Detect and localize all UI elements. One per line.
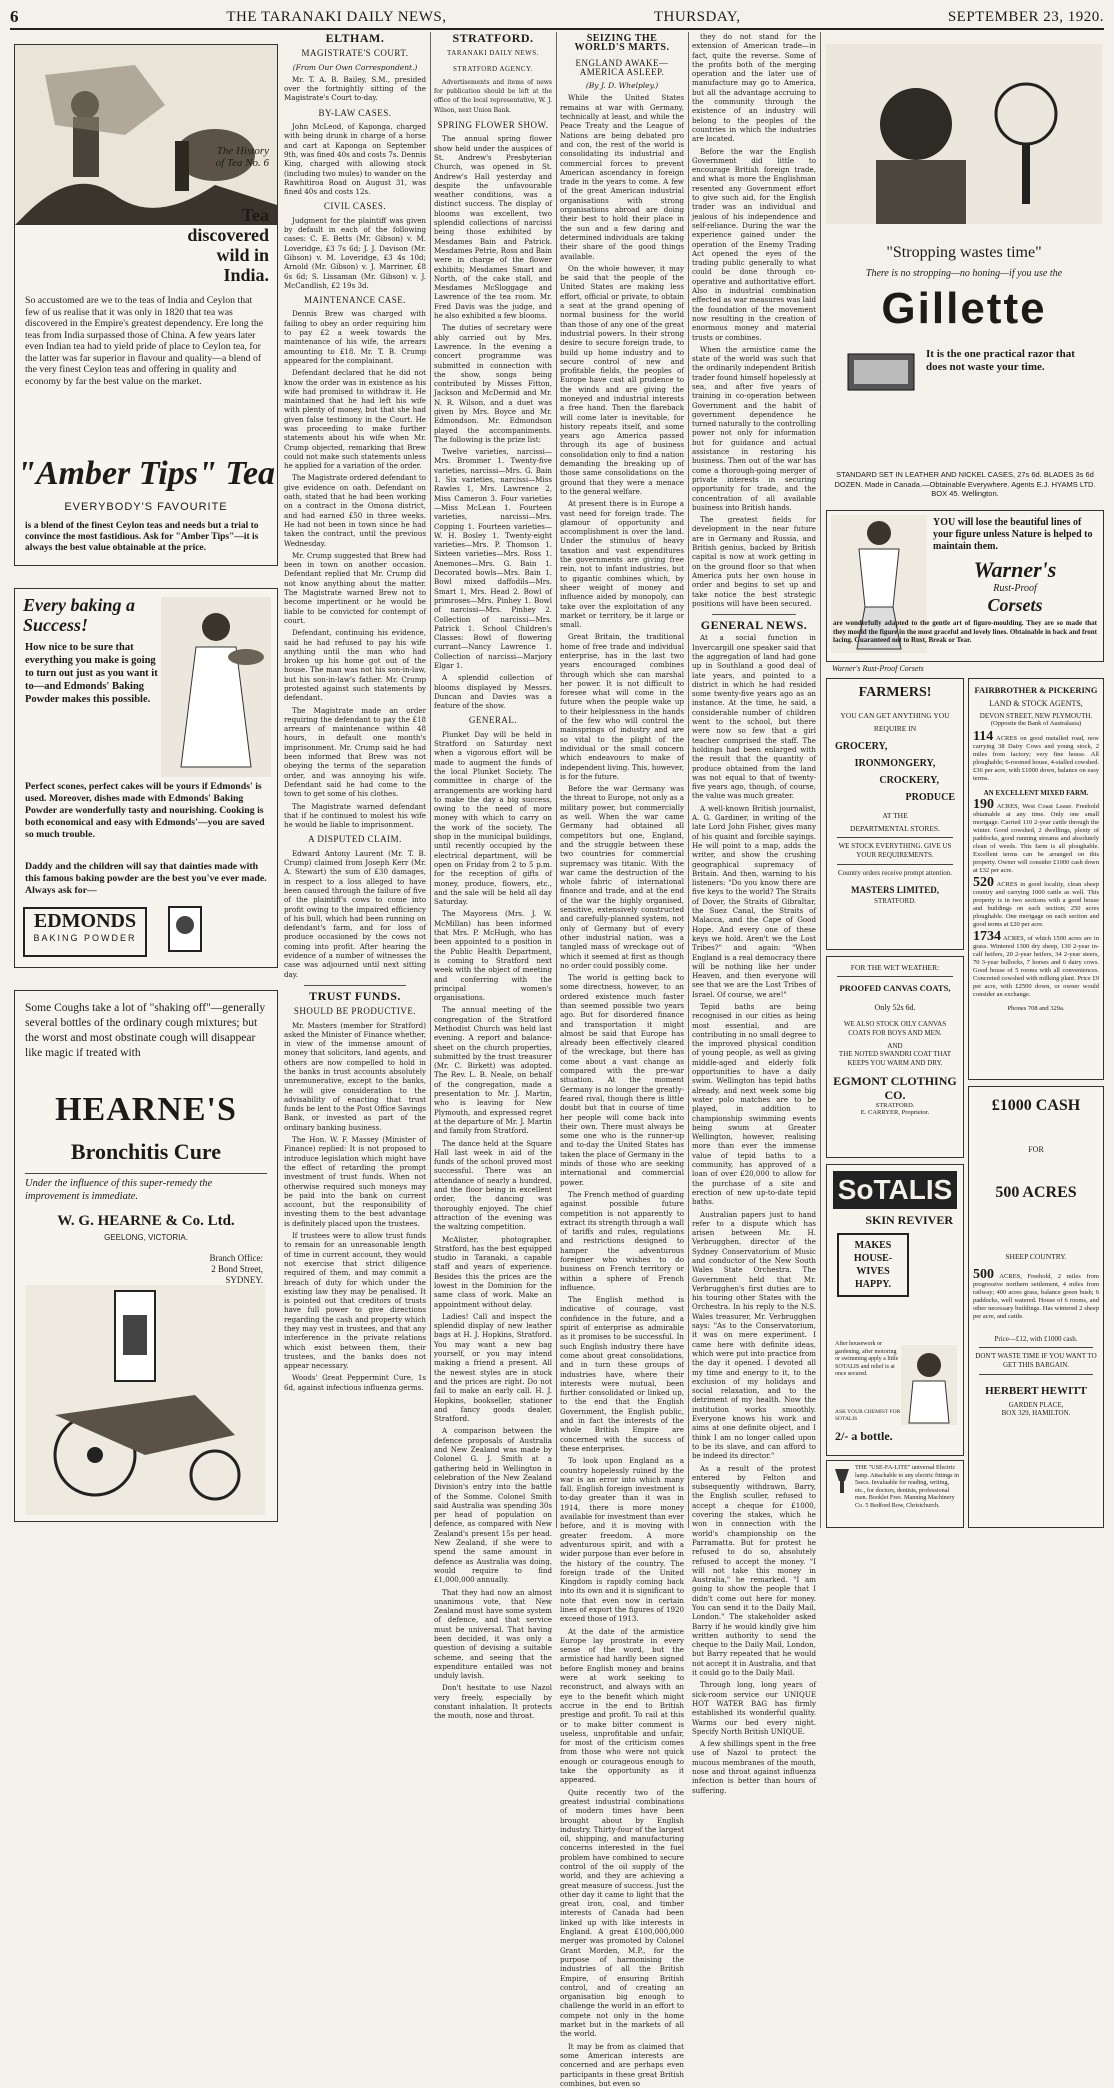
fp-desc-2: ACRES, West Coast Lease. Freehold obtainable at any time. Only one small mortgage. Carried 110 2-year cattle through the winter. Good cowshed, 2 dwellings, plenty of paddocks, good running streams and absolutely clean of weeds. This farm is all ploughable. Excellent terms can be arranged on this property. Owner will consider £1000 cash down at £32 per acre. [973,803,1099,874]
spring-show-heading: SPRING FLOWER SHOW. [437,120,549,131]
paragraph: The greatest fields for development in the near future are in Germany and Russia, and British genius, backed by British capital is now at work getting in on the ground floor so that when America puts her own house in order and begins to set up and take notice the best strategic positions will have been secured. [692,515,816,608]
trust-sub-heading: SHOULD BE PRODUCTIVE. [293,1006,417,1017]
farmers-line-3: AT THE [882,811,908,820]
warners-intro: YOU will lose the beautiful lines of your figure unless Nature is helped to maintain them. [933,517,1093,552]
warners-sub: Rust-Proof [993,583,1037,594]
issue-date: SEPTEMBER 23, 1920. [947,8,1104,25]
razor-case-icon [846,344,916,394]
paragraph: Defendant, continuing his evidence, said he had refused to pay his wife anything until the man who had broken up his home got out of the house. The man was not his son-in-law, but his son-in-law's father. Mr. Crump protested against such statements by defendant. [284,628,426,703]
paragraph: Australian papers just to hand refer to a dispute which has arisen between Mr. H. Verbrugghen, director of the Sydney Conservatorium of Music and conductor of the New South Wales State Orchestra. The Government held that Mr. Verbrugghen's first duties are to his touring other States with the Orchestra. In his reply to the N.S. Wales treasurer, Mr. Verbrugghen says: "As to the Conservatorium, it was on mere experiment. I came here with definite ideas, which were put into practice from the day it opened. I devoted all my time and energy to it, to the exclusion of my holidays and social relaxation, and to the detriment of my health. Now the institution works smoothly. Everyone knows his work and aims at one definite object, and I think I am no longer called upon to be its slave, and can afford to be indeed its director." [692,1209,816,1461]
fp-sub: LAND & STOCK AGENTS, [989,699,1083,708]
edmonds-body-3: Daddy and the children will say that dainties made with this famous baking powder are the best you've ever made. Always ask for— [25,861,267,896]
fp-desc-4: ACRES, of which 1500 acres are in grass. Wintered 1300 dry sheep, 130 2-year in-calf heifers, 20 2-year heifers, 34 2-year steers, 70 3-year bullocks, 7 horses and 6 dairy cows. Good house of 5 rooms with all conveniences. Concreted cowshed with milking plant. Price £9 per acre, with £2500 down, or owner would consider an exchange. [973,935,1099,998]
paragraph: Before the war Germany was the threat to Europe, not only as a military power, but commercially as well. When the war came Germany had obtained all competitors but one, England, and the struggle between these two countries for commercial supremacy was titanic. With the war came the destruction of the whole fabric of international finance and trade, and at the end of the war the highly organised, sensitive, extensively constructed and carefully-planned system, not only of Germany but of every other industrial nation, was a tangled mass of wreckage out of which it seemed at first as though no order could possibly come. [560,784,684,970]
hearne-branch [173,1253,263,1286]
paragraph: Judgment for the plaintiff was given by default in each of the following cases: C. E. Betts (Mr. Gibson) v. M. Loveridge, £3 7s 6d; J. J. Davison (Mr. Gibson) v. M. Loveridge, £3 4s 10d; Arnold (Mr. Gibson) v. J. Marriner, £8 6s 6d; S. Lissaman (Mr. Gibson) v. J. McCandlish, £2 19s 3d. [284,215,426,290]
edmonds-body-1: How nice to be sure that everything you make is going to turn out just as you want it to—and Edmonds' Baking Powder makes this possible. [25,642,158,705]
sotalis-body: After housework or gardening, after motoring or swimming apply a little SOTALIS and relief is at once secured. [835,1341,899,1377]
gillette-tagline: "Stropping wastes time" [886,244,1042,261]
paragraph: Mr. Masters (member for Stratford) asked the Minister of Finance whether, in view of the immense amount of money that solicitors, land agents, and others are now compelled to hold in the banks in trust accounts absolutely unremunerative, except to the banks, he will give consideration to the advisability of enacting that trust funds be lent to the Post Office Savings Bank, or invested as part of the ordinary banking business. [284,1020,426,1132]
hewitt-desc: ACRES, Freehold, 2 miles from progressive northern settlement, 4 miles from railway; 400 acres grass, balance green bush; 6 paddocks, well watered. House of 6 rooms, and other necessary buildings. Has wintered 2 sheep per acre, and cattle. [973,1273,1099,1320]
paragraph: The duties of secretary were ably carried out by Mrs. Lawrence. In the evening a concert programme was submitted in connection with the show, songs being contributed by Misses Fitton, Jackson and McDermid and Mr. N. R. Wilson, and a duet was given by Mrs. Boyce and Mr. Edmondson. Mr. Edmondson played the accompaniments. The following is the prize list: [434,323,552,444]
farmers-item-ironmongery: IRONMONGERY, [854,758,936,769]
stratford-heading: STRATFORD. [452,31,534,45]
egmont-line-2: AND [887,1042,903,1050]
general-news-heading: GENERAL NEWS. [700,618,808,633]
paragraph: McAlister, photographer, Stratford, has the best equipped studio in Taranaki, a capable staff and years of experience. Besides this the prices are the lowest in the Dominion for the same class of work. Make an appointment without delay. [434,1234,552,1309]
hewitt-agent: HERBERT HEWITT [985,1385,1087,1397]
trust-funds-heading: TRUST FUNDS. [309,988,401,1003]
paragraph: Before the war the English Government did little to encourage British foreign trade, and what is more the Englishman resented any Government effort to give such aid, for the English trader was an individual and jealous of his independence and self-reliance. During the war the experience gained under the operation of the Enemy Trading Act opened the eyes of the trading public generally to what could be done through co-operative and authoritative effort. Also in industrial combination effected as war measures was laid the foundation of the movement now resulting in the creation of enormous money and material trusts or combines. [692,146,816,342]
page-number: 6 [10,7,19,26]
fp-desc-3: ACRES in good locality, clean sheep country and carrying 1000 cattle as well. This property is in two sections with a good house and buildings on each section; 250 acres ploughable. One mortgage on each section and good terms at £20 per acre. [973,881,1099,928]
fp-acres-4: 1734 [973,929,1001,944]
warners-brand: Warner's [973,557,1057,582]
paragraph: That they had now an almost unanimous vote, that New Zealand must have some system of defence, and that service must be universal. That having been decided, it was only a question of devising a suitable scheme, and seeing that the expenditure entailed was not unduly lavish. [434,1587,552,1681]
paragraph: Don't hesitate to use Nazol very freely, especially by constant inhalation. It protects the mouth, nose and throat. [434,1683,552,1721]
edmonds-brand: EDMONDS [33,910,137,932]
branch-city: SYDNEY. [225,1275,263,1285]
egmont-product: PROOFED CANVAS COATS, [839,983,951,993]
gillette-footer: STANDARD SET IN LEATHER AND NICKEL CASES, 27s 6d. BLADES 3s 6d DOZEN. Made in Canada.—Obtainable Everywhere. Agents E.J. HYAMS LTD. BOX 45. Wellington. [834,470,1096,498]
farmers-line-5: WE STOCK EVERYTHING. GIVE US YOUR REQUIREMENTS. [838,842,952,859]
housewife-illustration [901,1345,957,1425]
hewitt-type: SHEEP COUNTRY. [1005,1252,1067,1261]
egmont-ad [826,956,964,1158]
weekday: THURSDAY, [653,8,741,25]
lamp-icon [831,1465,853,1495]
paragraph: The French method of guarding against possible future competition is not apparently to extract its strength through a wall of tariffs and rules, regulations and restrictions designed to hamper the adventurous foreigner who wishes to do business on French territory or within a sphere of French influence. [560,1189,684,1292]
paragraph: As a result of the protest entered by Felton and subsequently withdrawn, Barry, the English sculler, refused to accept a cheque for £1000, covering the stakes, which he won in connection with the world's championship on the Parramatta. But for protest he refused to do so, absolutely refused to accept the money. "I will not take this money in Australia," he remarked. "I am going to show the people that I didn't come out here for money. You can send it to the Daily Mail, London." The stakeholder asked Barry if he would kindly give him written authority to send the cheque to the Daily Mail, London, but Barry repeated that he would not accept it in Australia, and that it could go to the Daily Mail. [692,1463,816,1678]
farmers-town: STRATFORD. [874,897,916,905]
egmont-title: FOR THE WET WEATHER: [850,963,940,972]
egmont-line-1: WE ALSO STOCK OILY CANVAS COATS FOR BOYS AND MEN. [843,1020,947,1037]
paragraph: A few shillings spent in the free use of Nazol to protect the mucous membranes of the mouth, nose and throat against influenza infection is better than hours of suffering. [692,1739,816,1795]
tea-picker-illustration [15,45,277,225]
fairbrother-ad [968,678,1104,1080]
paragraph: The Hon. W. F. Massey (Minister of Finance) replied: It is not proposed to introduce legislation which might have the effect of retarding the prompt investment of trust funds. When not otherwise required such moneys may be paid into the bank on current account, but the responsibility of investing them to the best advantage is definitely placed upon the trustees. [284,1135,426,1228]
sotalis-brand: SoTALIS [833,1171,957,1209]
paragraph: The dance held at the Square Hall last week in aid of the funds of the school proved most successful. There was an attendance of nearly a hundred, and the floor being in excellent order, the dancing was thoroughly enjoyed. The chief attraction of the evening was the waltzing competition. [434,1138,552,1232]
paragraph: John McLeod, of Kaponga, charged with being drunk in charge of a horse and cart at Kaponga on September 9th, was fined 40s and costs 7s. Dennis King, charged with allowing stock (including two mules) to wander on the Rawhitiroa Road on August 31, was fined 40s and costs 12s. [284,122,426,197]
sotalis-ask: ASK YOUR CHEMIST FOR SOTALIS [835,1409,901,1422]
paper-title: THE TARANAKI DAILY NEWS, [226,8,447,25]
amber-slogan: EVERYBODY'S FAVOURITE [64,501,228,513]
farmers-ad [826,678,964,950]
egmont-price: Only 52s 6d. [874,1003,916,1012]
hewitt-terms: Price—£12, with £1000 cash. [994,1335,1078,1343]
series-label: The History of Tea No. 6 [215,145,269,169]
paragraph: The Mayoress (Mrs. J. W. McMillan) has been informed that Mrs. P. McHugh, who has been appointed to a position in the Public Health Department, is coming to Stratford next week with the object of meeting and conferring with the principal women's organisations. [434,909,552,1003]
sotalis-sub: SKIN REVIVER [865,1213,953,1227]
edmonds-headline: Every baking a Success! [23,595,135,635]
hearne-product: Bronchitis Cure [70,1139,222,1164]
paragraph: At the date of the armistice Europe lay prostrate in every sense of the word, but the armistice had hardly been signed before English money and brains were at work seeking to reconstruct, and always with an eye to the benefit which might accrue in the end to British prestige and profit. To rail at this or to make bitter comment is useless, unprofitable and unfair, for most of the criticism comes from those who were not quick enough or courageous enough to take the opportunity as it appeared. [560,1626,684,1785]
paragraph: Plunket Day will be held in Stratford on Saturday next when a vigorous effort will be made to augment the funds of the local Plunket Society. The committee in charge of the arrangements are working hard to make the day a big success, owing to the need of more money with which to carry on the work of the society. The shop in the municipal buildings, until recently occupied by the electrical department, will be open on Friday from 2 to 5 p.m. for the reception of gifts of money, produce, flowers, etc., and the sale will be held all day Saturday. [434,729,552,907]
fp-acres-3: 520 [973,875,994,890]
paragraph: When the armistice came the state of the world was such that the ordinarily independent British trader found himself hopelessly at sea, and after five years of training in co-operation between Government and the habit of government dependence he turned naturally to the controlling power not only for information but for guidance and actual assistance in restoring his business. Then out of the war has come a thorough-going merger of private interests in securing opportunity for trade, and the concentration of all available business into British hands. [692,344,816,512]
paragraph: The Magistrate ordered defendant to give evidence on oath. Defendant on oath, stated that he had been working on a contract in the Omona district, and had earned £50 in three weeks. He had not been in town since he had taken the contract, until the previous Wednesday. [284,473,426,548]
hewitt-acres-num: 500 [973,1267,994,1282]
farmers-line-6: Country orders receive prompt attention. [837,869,953,877]
paragraph: On the whole however, it may be said that the people of the United States are making less effort, official or private, to obtain a seat at the grand opening of normal business for the world than those of any one of the great industrial powers. In their strong desire to secure foreign trade, to build up home industry and to secure control of new and profitable fields, the peoples of Europe have cast all prudence to the winds and are giving the moneyed and industrial interests a free hand. Then the flareback will come later is inevitable, for history repeats itself, and some years ago America passed through its age of business consolidation only to find a nation demanding the breaking up of those same consolidations on the ground that they were a menace to the general welfare. [560,263,684,496]
paragraph: Mr. T. A. B. Bailey, S.M., presided over the fortnightly sitting of the Magistrate's Court to-day. [284,74,426,103]
farmers-title: FARMERS! [858,685,932,700]
edmonds-ad [14,588,278,968]
fp-desc-1: ACRES on good metalled road, now carrying 38 Dairy Cows and young stock, 2 miles from factory; very fine house. All ploughable; 6-roomed house, 4-stalled cowshed. £36 per acre, with £1000 down, balance on easy terms. [973,735,1099,782]
paragraph: The English method is indicative of courage, vast confidence in the future, and a spirit of enterprise as admirable as it promises to be successful. In such English industry there have come about great consolidations, and in turn these groups of industries have, where their interests were mutual, been further consolidated or linked up, to the end that the English Government, the English public, and in fact the interests of the whole British Empire are concerned with the success of these enterprises. [560,1295,684,1453]
amber-body: So accustomed are we to the teas of India and Ceylon that few of us realise that it was only in 1820 that tea was discovered in the Empire's greatest dependency. Ere long the teas from India surpassed those of China. A few years later even Indian tea had to yield pride of place to Ceylon tea, for the latter was far superior in flavour and quality—a blend of the very finest Ceylon teas and offering in quality and economy by far the best value on the market. [25,295,264,387]
paragraph: A comparison between the defence proposals of Australia and New Zealand was made by Colonel G. J. Smith at a gathering held in Wellington in celebration of the New Zealand Division's entry into the battle of the Somme. Colonel Smith said Australia was spending 30s per head of population on defence, as compared with New Zealand's present 15s per head. New Zealand, if she were to spend the same amount in defence as Australia was doing, would require to find £1,000,000 annually. [434,1426,552,1585]
marts-heading: SEIZING THE WORLD'S MARTS. [574,33,670,54]
eltham-heading: ELTHAM. [325,31,385,45]
sotalis-badge: MAKES HOUSE-WIVES HAPPY. [837,1233,909,1297]
man-shaving-illustration [826,44,1102,224]
paragraph: The annual spring flower show held under the auspices of St. Andrew's Presbyterian Church, was opened in St. Andrew's Hall yesterday and despite the unfavourable weather conditions, was a distinct success. The display of blooms was excellent, two splendid collections of narcissi being those exhibited by Mesdames Bain and Patrick. Mesdames Petrie, Ross and Bain were in charge of the flower exhibits; Mesdames Smart and North, of the cake stall, and Mesdames McSloggage and Lawrence of the tea room. Mr. Fred Davis was the judge, and he also exhibited a few blooms. [434,134,552,321]
woman-with-cake-illustration [161,597,271,777]
egmont-proprietor: E. CARRYER, Proprietor. [860,1109,930,1116]
farmers-item-grocery: GROCERY, [835,741,888,752]
hewitt-addr: GARDEN PLACE, [1008,1401,1064,1409]
fp-acres-1: 114 [973,729,994,744]
warners-product: Corsets [987,595,1043,615]
magistrates-court-heading: MAGISTRATE'S COURT. [301,48,409,59]
hewitt-warning: DON'T WASTE TIME IF YOU WANT TO GET THIS BARGAIN. [975,1352,1097,1369]
paragraph: A splendid collection of blooms displayed by Messrs. Duncan and Davies was a feature of the show. [434,673,552,711]
paragraph: Defendant declared that he did not know the order was in existence as his wife had promised to withdraw it. He maintained that he had left his wife with plenty of money, but that she had given false testimony in the Court. He was proceeding to make further statements about his wife when Mr. Crump objected, remarking that Brew could not make such statements unless he applied for a variation of the order. [284,368,426,471]
paragraph: To look upon England as a country hopelessly ruined by the war is an error into which many fall. English foreign investment is to-day greater than it was in 1914, there is more money available for investment than ever before, and it is moving with greater freedom. A more adventurous spirit, and with a wider purpose than ever before in the history of the country. The foreign trade of the United Kingdom is rapidly coming back into its own and it is significant to note that even now in certain lines of export the figures of 1920 exceed those of 1913. [560,1456,684,1624]
farmers-item-produce: PRODUCE [905,792,955,803]
maintenance-heading: MAINTENANCE CASE. [304,295,406,306]
general-heading: GENERAL. [468,715,518,726]
worlds-marts-column [560,32,689,2088]
gillette-sub: There is no stropping—no honing—if you use the [865,268,1063,279]
amber-tips-ad [14,44,278,566]
farmers-line-4: DEPARTMENTAL STORES. [850,824,940,833]
paragraph: At present there is in Europe a vast need for foreign trade. The glamour of opportunity and accomplishment is over the land. Under the stimulus of heavy taxation and vast expenditures the governments are giving free rein, not to infant industries, but to gigantic combines which, by sheer weight of money and influence aided by monopoly, can take over the exploitation of any market or territory, be it large or small. [560,499,684,630]
hewitt-price-headline: £1000 CASH [991,1097,1081,1114]
use-fa-lite-ad [826,1460,964,1528]
paragraph: The world is getting back to some directness, however, to an ordered existence much faster than seemed possible two years ago. But for disordered finance and transportation it might almost be said that Europe has already been effectively cleared of the wreckage, but there has come about a vast change as compared with the pre-war situation. At the moment Germany is no longer the greatly-feared rival, though there is little doubt but that in course of time her people will come back into their own. There must always be some one who is the runner-up and to-day the United States has taken the place of Germany in the minds of those who are seeking international and commercial power. [560,973,684,1187]
hearne-tag: Under the influence of this super-remedy the improvement is immediate. [25,1178,213,1202]
egmont-company: EGMONT CLOTHING CO. [833,1074,957,1102]
hewitt-for: FOR [1028,1145,1044,1154]
baking-powder-tin-icon [165,903,205,953]
farmers-company: MASTERS LIMITED, [850,885,940,895]
paragraph: they do not stand for the extension of American trade—in fact, quite the reverse. Some of the profits both of the merging operation and the later use of manufacture may go to America, but all the advantage accruing to the community through the existence of an industry will belong to the peoples of the countries in which the industries are located. [692,32,816,144]
edmonds-body-2: Perfect scones, perfect cakes will be yours if Edmonds' is used. Moreover, dishes made with Edmonds' Baking Powder are wonderfully tasty and nourishing. Cooking is both economical and easy with Edmonds'—you are saved so much trouble. [25,781,265,840]
hearne-city: GEELONG, VICTORIA. [104,1233,188,1242]
hewitt-box: BOX 329, HAMILTON. [1001,1409,1071,1417]
disputed-claim-heading: A DISPUTED CLAIM. [308,834,402,845]
hearne-brand: HEARNE'S [55,1091,237,1128]
car-and-bottle-illustration [25,1285,265,1515]
paragraph: The annual meeting of the congregation of the Stratford Methodist Church was held last evening. A report and balance-sheet on the church properties, submitted by the trust treasurer (Mr. C. Birkett) was adopted. The Rev. L. B. Neale, on behalf of the congregation, made a presentation to Mr. J. Martin, who is leaving for New Plymouth, and expressed regret at the departure of Mr. J. Martin and family from Stratford. [434,1005,552,1136]
paragraph: If trustees were to allow trust funds to remain for an unreasonable length of time in current account, they would not exercise that strict diligence required of them, and may commit a breach of duty for which under the existing law they may be penalised. It is pointed out that creditors of trusts have full power to give directions regarding the cash and property which they may vest in trustees, and that any interference in the private relations which exist between them, their trustees, and the banks does not appear necessary. [284,1231,426,1371]
hewitt-ad [968,1086,1104,1528]
use-fa-lite-text: THE "USE-FA-LITE" universal Electric lamp. Attachable to any electric fittings in 5secs. Invaluable for reading, writing, etc., for doctors, dentists, professional men. Booklet Free. Manning Machinery Co. 5 Bedford Row, Christchurch. [855,1464,959,1509]
paragraph: Quite recently two of the greatest industrial combinations of modern times have been brought about by English industry. Thirty-four of the largest oil, shipping, and manufacturing concerns interested in the fuel problem have combined to secure control of the oil supply of the world, and they are achieving a great measure of success. Just the other day it came to light that the great iron, coal, and timber interests of Canada had been linked up with like interests in England. A great £100,000,000 merger was promoted by Colonel Grant Morden, M.P., for the purpose of harmonising the industries of all the British Empire, of ensuring British control, and of creating an organisation big enough to challenge the world in an effort to compete not only in the home market but in the markets of all the world. [560,1787,684,2039]
farmers-item-crockery: CROCKERY, [879,775,939,786]
hewitt-acres: 500 ACRES [995,1184,1077,1201]
paragraph: Edward Antony Laurent (Mr. T. B. Crump) claimed from Joseph Kerr (Mr. A. Stewart) the sum of £30 damages, in respect to a loss alleged to have been caused through the failure of five of the plaintiff's cows to come into profit owing to the impaired efficiency of his bull, which had been running on defendant's farm, and for loss of produce occasioned by the cows not coming into profit. After hearing the evidence of a number of witnesses the case was adjourned until next sitting day. [284,848,426,979]
amber-body-2: is a blend of the finest Ceylon teas and needs but a trial to convince the most fastidious. Ask for "Amber Tips"—it is always the best value obtainable at the price. [25,521,259,553]
paragraph: While the United States remains at war with Germany, technically at least, and while the Peace Treaty and the League of Nations are being debated pro and con, the rest of the world is consolidating its industrial and commercial forces to prevent American ascendancy in foreign trade in the years to come. A few of the great American industrial organisations with strong organisations abroad are doing their best to hold their place in the sun and a few daring and determined individuals are taking their share of the good things available. [560,93,684,261]
paragraph: A well-known British journalist, A. G. Gardiner, in writing of the late Lord John Fisher, gives many of his quaint and forcible sayings. He will point to a map, adds the writer, and show the crushing geographical supremacy of Britain. And then, warning to his listeners: "Do you know there are five keys to the world? The Straits of Dover, the Straits of Gibraltar, the Suez Canal, the Straits of Malacca, and the Cape of Good Hope. And every one of these keys we hold. Aren't we the Lost Tribes?" and again: "When England is a real democracy there will be nothing like her under Heaven, and then everyone will see that we are the Lost Tribes of Israel. Of course, we are!" [692,803,816,999]
fp-addr: DEVON STREET, NEW PLYMOUTH. [979,712,1093,720]
correspondent-line: (From Our Own Correspondent.) [292,62,418,72]
paragraph: The Magistrate warned defendant that if he continued to molest his wife he would be liable to imprisonment. [284,801,426,830]
hearne-company: W. G. HEARNE & Co. Ltd. [57,1213,235,1229]
branch-addr: 2 Bond Street, [211,1264,263,1274]
sotalis-price: 2/- a bottle. [835,1429,893,1443]
amber-headline: Tea discovered wild in India. [187,205,269,285]
warners-sign: Warner's Rust-Proof Corsets [832,664,924,673]
amber-brand: "Amber Tips" Tea [16,455,276,492]
sotalis-ad [826,1164,964,1456]
fp-title: FAIRBROTHER & PICKERING [974,685,1098,695]
stratford-column [434,31,557,1721]
edmonds-brand-sub: BAKING POWDER [33,933,137,943]
agency-sub-1: TARANAKI DAILY NEWS. [447,49,539,58]
paragraph: Tepid baths are being recognised in our cities as being most essential, and are contributing in no small degree to the improved physical condition of young people, as well as giving middle-aged and elderly folk opportunities to have a daily swim. Wellington has tepid baths already, and next week some big water polo matches are to be played, in addition to championship swimming events being swum at Greater Wellington, however, realising more than ever the immense value of tepid baths to a community, has approved of a loan of over £20,000 to allow for the purchase of a site and erection of new up-to-date tepid baths. [692,1001,816,1207]
marts-sub: ENGLAND AWAKE—AMERICA ASLEEP. [575,57,669,77]
gillette-desc: It is the one practical razor that does not waste your time. [926,348,1075,373]
egmont-line-3: THE NOTED SWANDRI COAT THAT KEEPS YOU WARM AND DRY. [838,1050,952,1067]
branch-label: Branch Office: [209,1253,263,1263]
paragraph: Through long, long years of sick-room service our UNIQUE HOT WATER BAG has firmly established its wonderful quality. Warms our bed every night. Specify North British UNIQUE. [692,1680,816,1736]
gillette-ad [826,44,1102,504]
fp-mixed-farm: AN EXCELLENT MIXED FARM. [983,789,1089,797]
edmonds-logo [23,907,147,957]
fp-addr-2: (Opposite the Bank of Australasia) [990,720,1082,727]
egmont-town: STRATFORD. [875,1102,915,1109]
paragraph: Twelve varieties, narcissi—Mrs. Brommer 1. Twenty-five varieties, narcissi—Mrs. G. Bain 1. Six varieties, narcissi—Miss Rawles 1, Mrs. Lawrence 2, Miss Cameron 3. Four varieties—Miss McLean 1. Fourteen varieties, narcissi—Mrs. Copping 1. Fourteen varieties—W. H. Bosley 1. Twenty-eight varieties—Mrs. P. Thomson 1. Sixteen varieties—Mrs. Ross 1. Anemones—Mrs. G. Bain 1. Decorated bowls—Mrs. Bain 1. Bowl mixed daffodils—Mrs. Smart 1, Mrs. Head 2. Bowl of primroses—Mrs. Pinhey 1. Bowl of narcissi—Mrs. Pinhey 2. Collection of narcissi—Mrs. Patrick 1. School Children's Classes: Bowl of flowering currant—Nancy Lawrence 1. Collection of narcissi—Marjory Elgar 1. [434,447,552,670]
paragraph: It may be from as claimed that some American interests are concerned and are perhaps even participants in these great British combines, but even so [560,2041,684,2088]
paragraph: Ladies! Call and inspect the splendid display of new leather bags at H. J. Hopkins, Stratford. You may want a new bag yourself, or you may intend making a friend a present. All the newest styles are in stock and the prices are right. Do not fail to make an early call. H. J. Hopkins, bookseller, stationer and fancy goods dealer, Stratford. [434,1311,552,1424]
paragraph: Great Britain, the traditional home of free trade and individual enterprise, has in the last two years encouraged combines through which she can marshal her power. It is not difficult to foresee what will come in the future when the people wake up to their helplessness in the hands of the few who will control the mainsprings of industry and are so vital to the plight of the individual or the small concern which endeavours to make of independent living. This, however, is for the future. [560,632,684,781]
civil-heading: CIVIL CASES. [323,201,387,212]
paragraph: Advertisements and items of news for publication should be left at the office of the local representative, W. J. Wilson, next Union Bank. [434,78,552,114]
fp-acres-2: 190 [973,797,994,812]
paragraph: Mr. Crump suggested that Brew had been in town on another occasion. Defendant replied that Mr. Crump did not know anything about the matter. The Magistrate warned Brew not to become impertinent or he would be liable to be convicted for contempt of court. [284,550,426,625]
paragraph: At a social function in Invercargill one speaker said that the aggregation of land had gone up in Southland a good deal of late years, and pointed to a district in which he had resided some twenty-five years ago as an instance. At the time, he said, a considerable number of children went to the school, but there were now so few that a girl teacher comprised the staff. The holdings had been enlarged with the result that the quantity of produce obtained from the land was not equal to that of twenty-five years ago, though, of course, the value was much greater. [692,633,816,801]
warners-body: are wonderfully adapted to the gentle art of figure-moulding. They are so made that they mould the figure in the most graceful and lovely lines. Obtainable in back and front lacing. Guaranteed not to Rust, Break or Tear. [833,619,1097,644]
bylaw-heading: BY-LAW CASES. [318,107,392,118]
paragraph: The Magistrate made an order requiring the defendant to pay the £18 arrears of maintenance within 48 hours, in default one month's imprisonment. Mr. Crump said he had been informed that Brew was not obeying the terms of the separation order, and was annoying his wife. Defendant said he had come to the town to get some of his clothes. [284,705,426,799]
gillette-brand: Gillette [881,284,1047,333]
masthead [10,6,1104,30]
general-news-column [692,32,821,1795]
warners-ad [826,510,1104,662]
farmers-line-1: YOU CAN GET ANYTHING YOU [840,711,950,720]
farmers-line-2: REQUIRE IN [873,724,917,733]
paragraph: Woods' Great Peppermint Cure, 1s 6d, against infectious influenza germs. [284,1373,426,1392]
byline: (By J. D. Whelpley.) [585,81,659,91]
agency-sub-2: STRATFORD AGENCY. [453,64,533,73]
fp-phones: Phones 708 and 329a. [1007,1005,1065,1012]
hearne-intro: Some Coughs take a lot of "shaking off"—generally several bottles of the ordinary cough mixtures; but the worst and most obstinate cough will disappear like magic if treated with [25,1002,266,1059]
eltham-column [284,32,431,1528]
paragraph: Dennis Brew was charged with failing to obey an order requiring him to pay £2 a week towards the maintenance of his wife, the arrears amounting to £18. Mr. T. B. Crump appeared for the complainant. [284,309,426,365]
hearne-ad [14,990,278,1522]
